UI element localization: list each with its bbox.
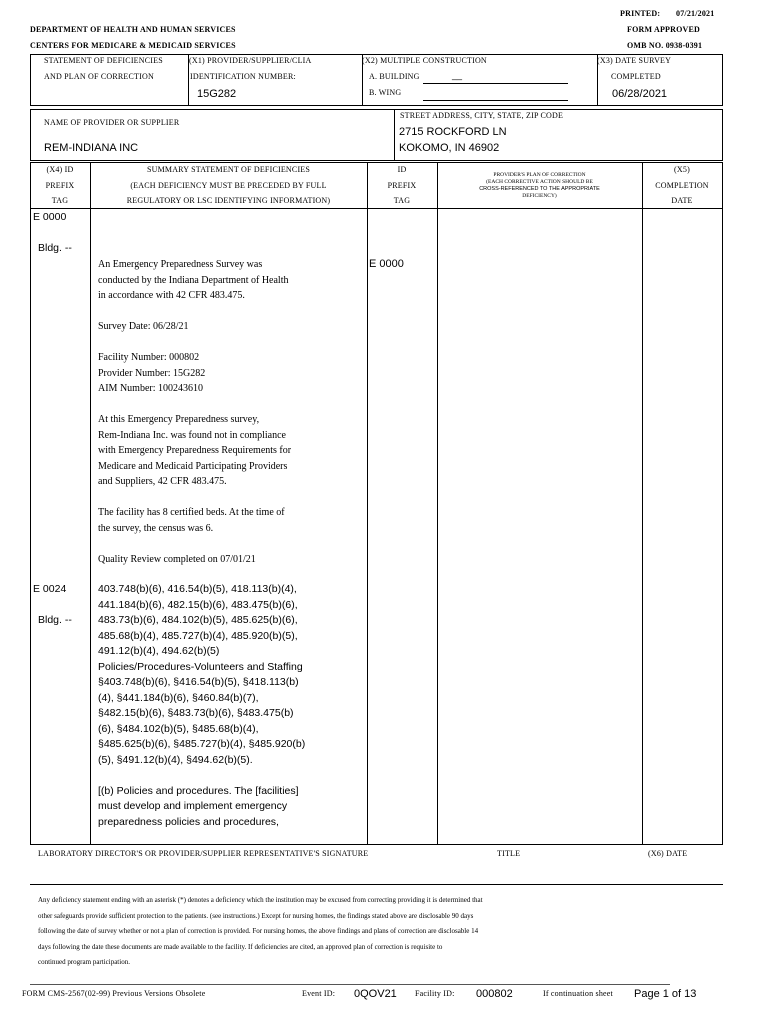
provider-name-label: NAME OF PROVIDER OR SUPPLIER — [44, 118, 180, 127]
date-survey-label-1: (X3) DATE SURVEY — [597, 56, 672, 65]
provider-id-label-1: (X1) PROVIDER/SUPPLIER/CLIA — [189, 56, 312, 65]
id-header-1: ID — [397, 165, 407, 174]
printed-label: PRINTED: — [620, 9, 661, 18]
policies-text: [(b) Policies and procedures. The [facilities] must develop and implement emergency preparedness policies and procedures, — [98, 784, 299, 828]
plan-header-3: CROSS-REFERENCED TO THE APPROPRIATE — [479, 186, 600, 192]
census-info: The facility has 8 certified beds. At the time of the survey, the census was 6. — [98, 507, 285, 534]
x4-header-1: (X4) ID — [46, 165, 74, 174]
building-label: A. BUILDING — [369, 72, 420, 81]
date-survey-label-2: COMPLETED — [611, 72, 661, 81]
plan-header-2: (EACH CORRECTIVE ACTION SHOULD BE — [486, 179, 593, 185]
quality-review: Quality Review completed on 07/01/21 — [98, 553, 256, 565]
provider-name-value: REM-INDIANA INC — [44, 142, 139, 154]
provider-id-label-2: IDENTIFICATION NUMBER: — [190, 72, 296, 81]
tag-right-e0000: E 0000 — [369, 258, 404, 270]
provider-id-value: 15G282 — [197, 88, 237, 100]
signature-date: (X6) DATE — [648, 849, 688, 858]
statement-label-1: STATEMENT OF DEFICIENCIES — [44, 56, 163, 65]
centers-heading: CENTERS FOR MEDICARE & MEDICAID SERVICES — [30, 41, 236, 50]
facility-numbers: Facility Number: 000802 Provider Number: 15G282 AIM Number: 100243610 — [98, 352, 206, 394]
compliance-finding: At this Emergency Preparedness survey, Rem-Indiana Inc. was found not in compliance with Emergency Preparedness Requirements for Medicare and Medicaid Participating Providers and Suppliers, 42 CFR 483.475. — [98, 414, 292, 487]
printed-date: 07/21/2021 — [676, 9, 715, 18]
summary-text-e0000 — [98, 257, 363, 583]
page-number: Page 1 of 13 — [634, 988, 697, 1000]
survey-intro: An Emergency Preparedness Survey was conducted by the Indiana Department of Health in accordance with 42 CFR 483.475. — [98, 259, 289, 301]
date-survey-value: 06/28/2021 — [612, 88, 668, 100]
summary-header-1: SUMMARY STATEMENT OF DEFICIENCIES — [146, 165, 311, 174]
summary-header-3: REGULATORY OR LSC IDENTIFYING INFORMATION) — [126, 196, 331, 205]
summary-header-2: (EACH DEFICIENCY MUST BE PRECEDED BY FULL — [130, 181, 327, 190]
form-approved: FORM APPROVED — [627, 25, 701, 34]
wing-label: B. WING — [369, 88, 402, 97]
tag-e0000: E 0000 — [33, 211, 67, 223]
multiple-construction-label: (X2) MULTIPLE CONSTRUCTION — [362, 56, 487, 65]
plan-header — [437, 172, 642, 200]
x5-header-2: COMPLETION — [655, 181, 709, 190]
continuation-label: If continuation sheet — [543, 989, 613, 998]
x5-header-3: DATE — [671, 196, 693, 205]
address-line-1: 2715 ROCKFORD LN — [399, 126, 507, 138]
x5-header-1: (X5) — [674, 165, 690, 174]
event-id-label: Event ID: — [302, 989, 336, 998]
address-label: STREET ADDRESS, CITY, STATE, ZIP CODE — [400, 111, 564, 120]
address-line-2: KOKOMO, IN 46902 — [399, 142, 500, 154]
summary-text-e0024 — [98, 582, 364, 846]
plan-header-4: DEFICIENCY) — [522, 193, 557, 199]
tag-e0024: E 0024 — [33, 583, 67, 595]
regulation-citations: 403.748(b)(6), 416.54(b)(5), 418.113(b)(4), 441.184(b)(6), 482.15(b)(6), 483.475(b)(6), 483.73(b)(6), 484.102(b)(5), 485.625(b)(6), 485.68(b)(4), 485.727(b)(4), 485.920(b)(5), 491.12(b)(4), 494.62(b)(5) Policies/Procedures-Volunteers and Staffing §403.748(b)(6), §416.54(b)(5), §418.113(b) (4), §441.184(b)(6), §460.84(b)(7), §482.15(b)(6), §483.73(b)(6), §483.475(b) (6), §484.102(b)(5), §485.68(b)(4), §485.625(b)(6), §485.727(b)(4), §485.920(b) (5), §491.12(b)(4), §494.62(b)(5). — [98, 583, 306, 766]
survey-date: Survey Date: 06/28/21 — [98, 321, 189, 332]
department-heading: DEPARTMENT OF HEALTH AND HUMAN SERVICES — [30, 25, 236, 34]
bldg-label-1: Bldg. -- — [38, 242, 72, 254]
plan-header-1: PROVIDER'S PLAN OF CORRECTION — [493, 172, 586, 178]
signature-label: LABORATORY DIRECTOR'S OR PROVIDER/SUPPLIER REPRESENTATIVE'S SIGNATURE — [38, 849, 369, 858]
bldg-label-2: Bldg. -- — [38, 614, 72, 626]
id-header-3: TAG — [393, 196, 411, 205]
x4-header-2: PREFIX — [45, 181, 75, 190]
statement-label-2: AND PLAN OF CORRECTION — [44, 72, 154, 81]
event-id-value: 0QOV21 — [354, 988, 397, 1000]
building-value: __ — [452, 70, 463, 80]
omb-number: OMB NO. 0938-0391 — [627, 41, 703, 50]
signature-title: TITLE — [497, 849, 521, 858]
x4-header-3: TAG — [51, 196, 69, 205]
facility-id-label: Facility ID: — [415, 989, 455, 998]
facility-id-value: 000802 — [476, 988, 513, 1000]
form-number: FORM CMS-2567(02-99) Previous Versions Obsolete — [22, 989, 206, 998]
disclaimer: Any deficiency statement ending with an asterisk (*) denotes a deficiency which the institution may be excused from correcting providing it is determined that other safeguards provide sufficient protection to the patients. (see instructions.) Except for nursing homes, the findings stated above are disclosable 90 days following the date of survey whether or not a plan of correction is provided. For nursing homes, the above findings and plans of correction are disclosable 14 days following the date these documents are made available to the facility. If deficiencies are cited, an approved plan of correction is requisite to continued program participation. — [38, 896, 483, 967]
id-header-2: PREFIX — [387, 181, 417, 190]
